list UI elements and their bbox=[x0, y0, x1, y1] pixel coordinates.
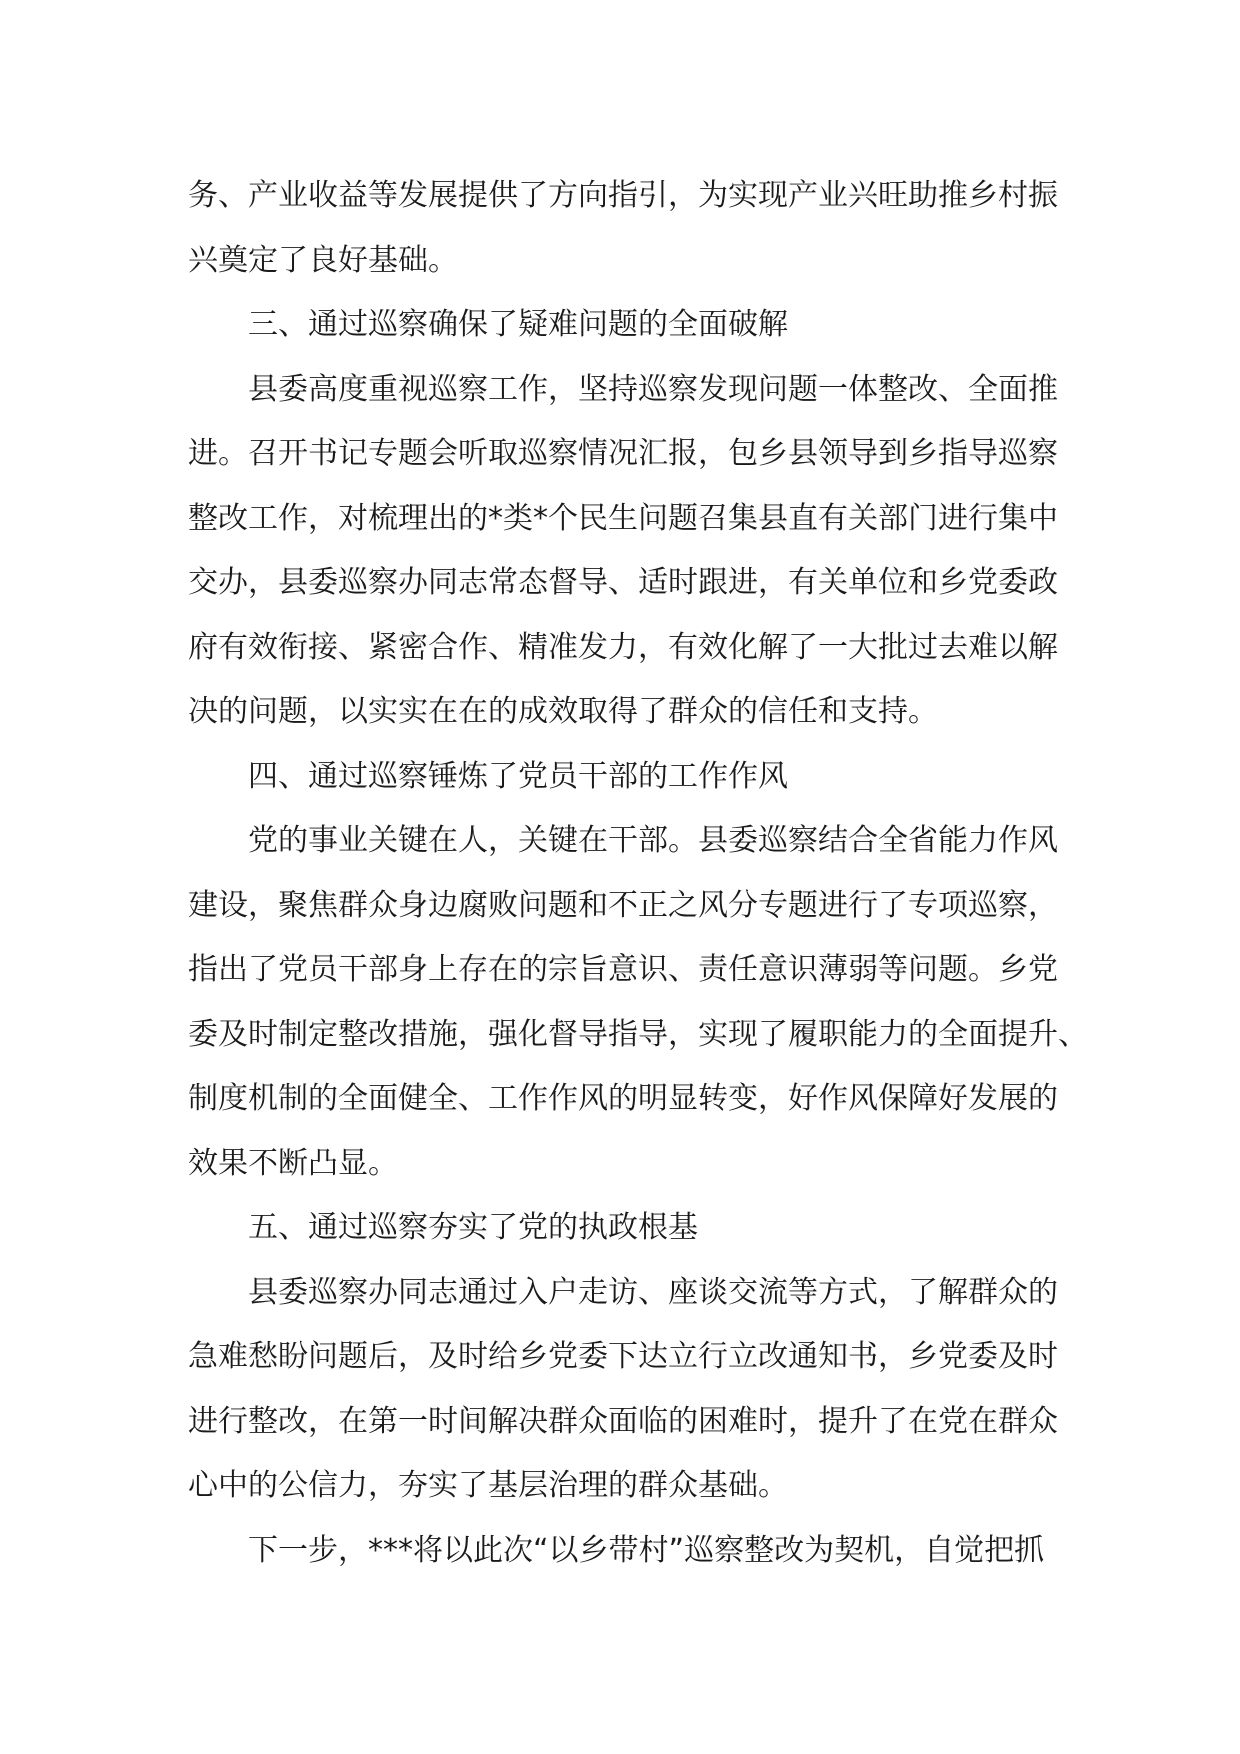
text-line: 急难愁盼问题后，及时给乡党委下达立行立改通知书，乡党委及时 bbox=[188, 1339, 1058, 1374]
text-line: 党的事业关键在人，关键在干部。县委巡察结合全省能力作风 bbox=[248, 823, 1058, 858]
text-line: 务、产业收益等发展提供了方向指引，为实现产业兴旺助推乡村振 bbox=[188, 178, 1058, 213]
text-line: 整改工作，对梳理出的*类*个民生问题召集县直有关部门进行集中 bbox=[188, 500, 1058, 536]
section-heading: 三、通过巡察确保了疑难问题的全面破解 bbox=[248, 307, 788, 342]
text-line: 制度机制的全面健全、工作作风的明显转变，好作风保障好发展的 bbox=[188, 1081, 1058, 1116]
text-line: 交办，县委巡察办同志常态督导、适时跟进，有关单位和乡党委政 bbox=[188, 565, 1058, 600]
text-line: 县委高度重视巡察工作，坚持巡察发现问题一体整改、全面推 bbox=[248, 371, 1058, 407]
text-line: 建设，聚焦群众身边腐败问题和不正之风分专题进行了专项巡察， bbox=[188, 887, 1058, 923]
document-page bbox=[188, 164, 1088, 1583]
text-line: 县委巡察办同志通过入户走访、座谈交流等方式，了解群众的 bbox=[248, 1274, 1058, 1310]
section-heading: 四、通过巡察锤炼了党员干部的工作作风 bbox=[248, 758, 788, 794]
text-line: 指出了党员干部身上存在的宗旨意识、责任意识薄弱等问题。乡党 bbox=[188, 952, 1058, 987]
text-line: 效果不断凸显。 bbox=[188, 1145, 398, 1181]
section-heading: 五、通过巡察夯实了党的执政根基 bbox=[248, 1210, 698, 1245]
text-line: 心中的公信力，夯实了基层治理的群众基础。 bbox=[188, 1468, 788, 1503]
text-line: 府有效衔接、紧密合作、精准发力，有效化解了一大批过去难以解 bbox=[188, 629, 1058, 665]
text-line: 进行整改，在第一时间解决群众面临的困难时，提升了在党在群众 bbox=[188, 1403, 1058, 1439]
text-line: 下一步，***将以此次“以乡带村”巡察整改为契机，自觉把抓 bbox=[248, 1532, 1045, 1568]
text-line: 进。召开书记专题会听取巡察情况汇报，包乡县领导到乡指导巡察 bbox=[188, 436, 1058, 471]
text-line: 委及时制定整改措施，强化督导指导，实现了履职能力的全面提升、 bbox=[188, 1016, 1088, 1052]
text-line: 决的问题，以实实在在的成效取得了群众的信任和支持。 bbox=[188, 694, 938, 729]
text-line: 兴奠定了良好基础。 bbox=[188, 242, 458, 278]
